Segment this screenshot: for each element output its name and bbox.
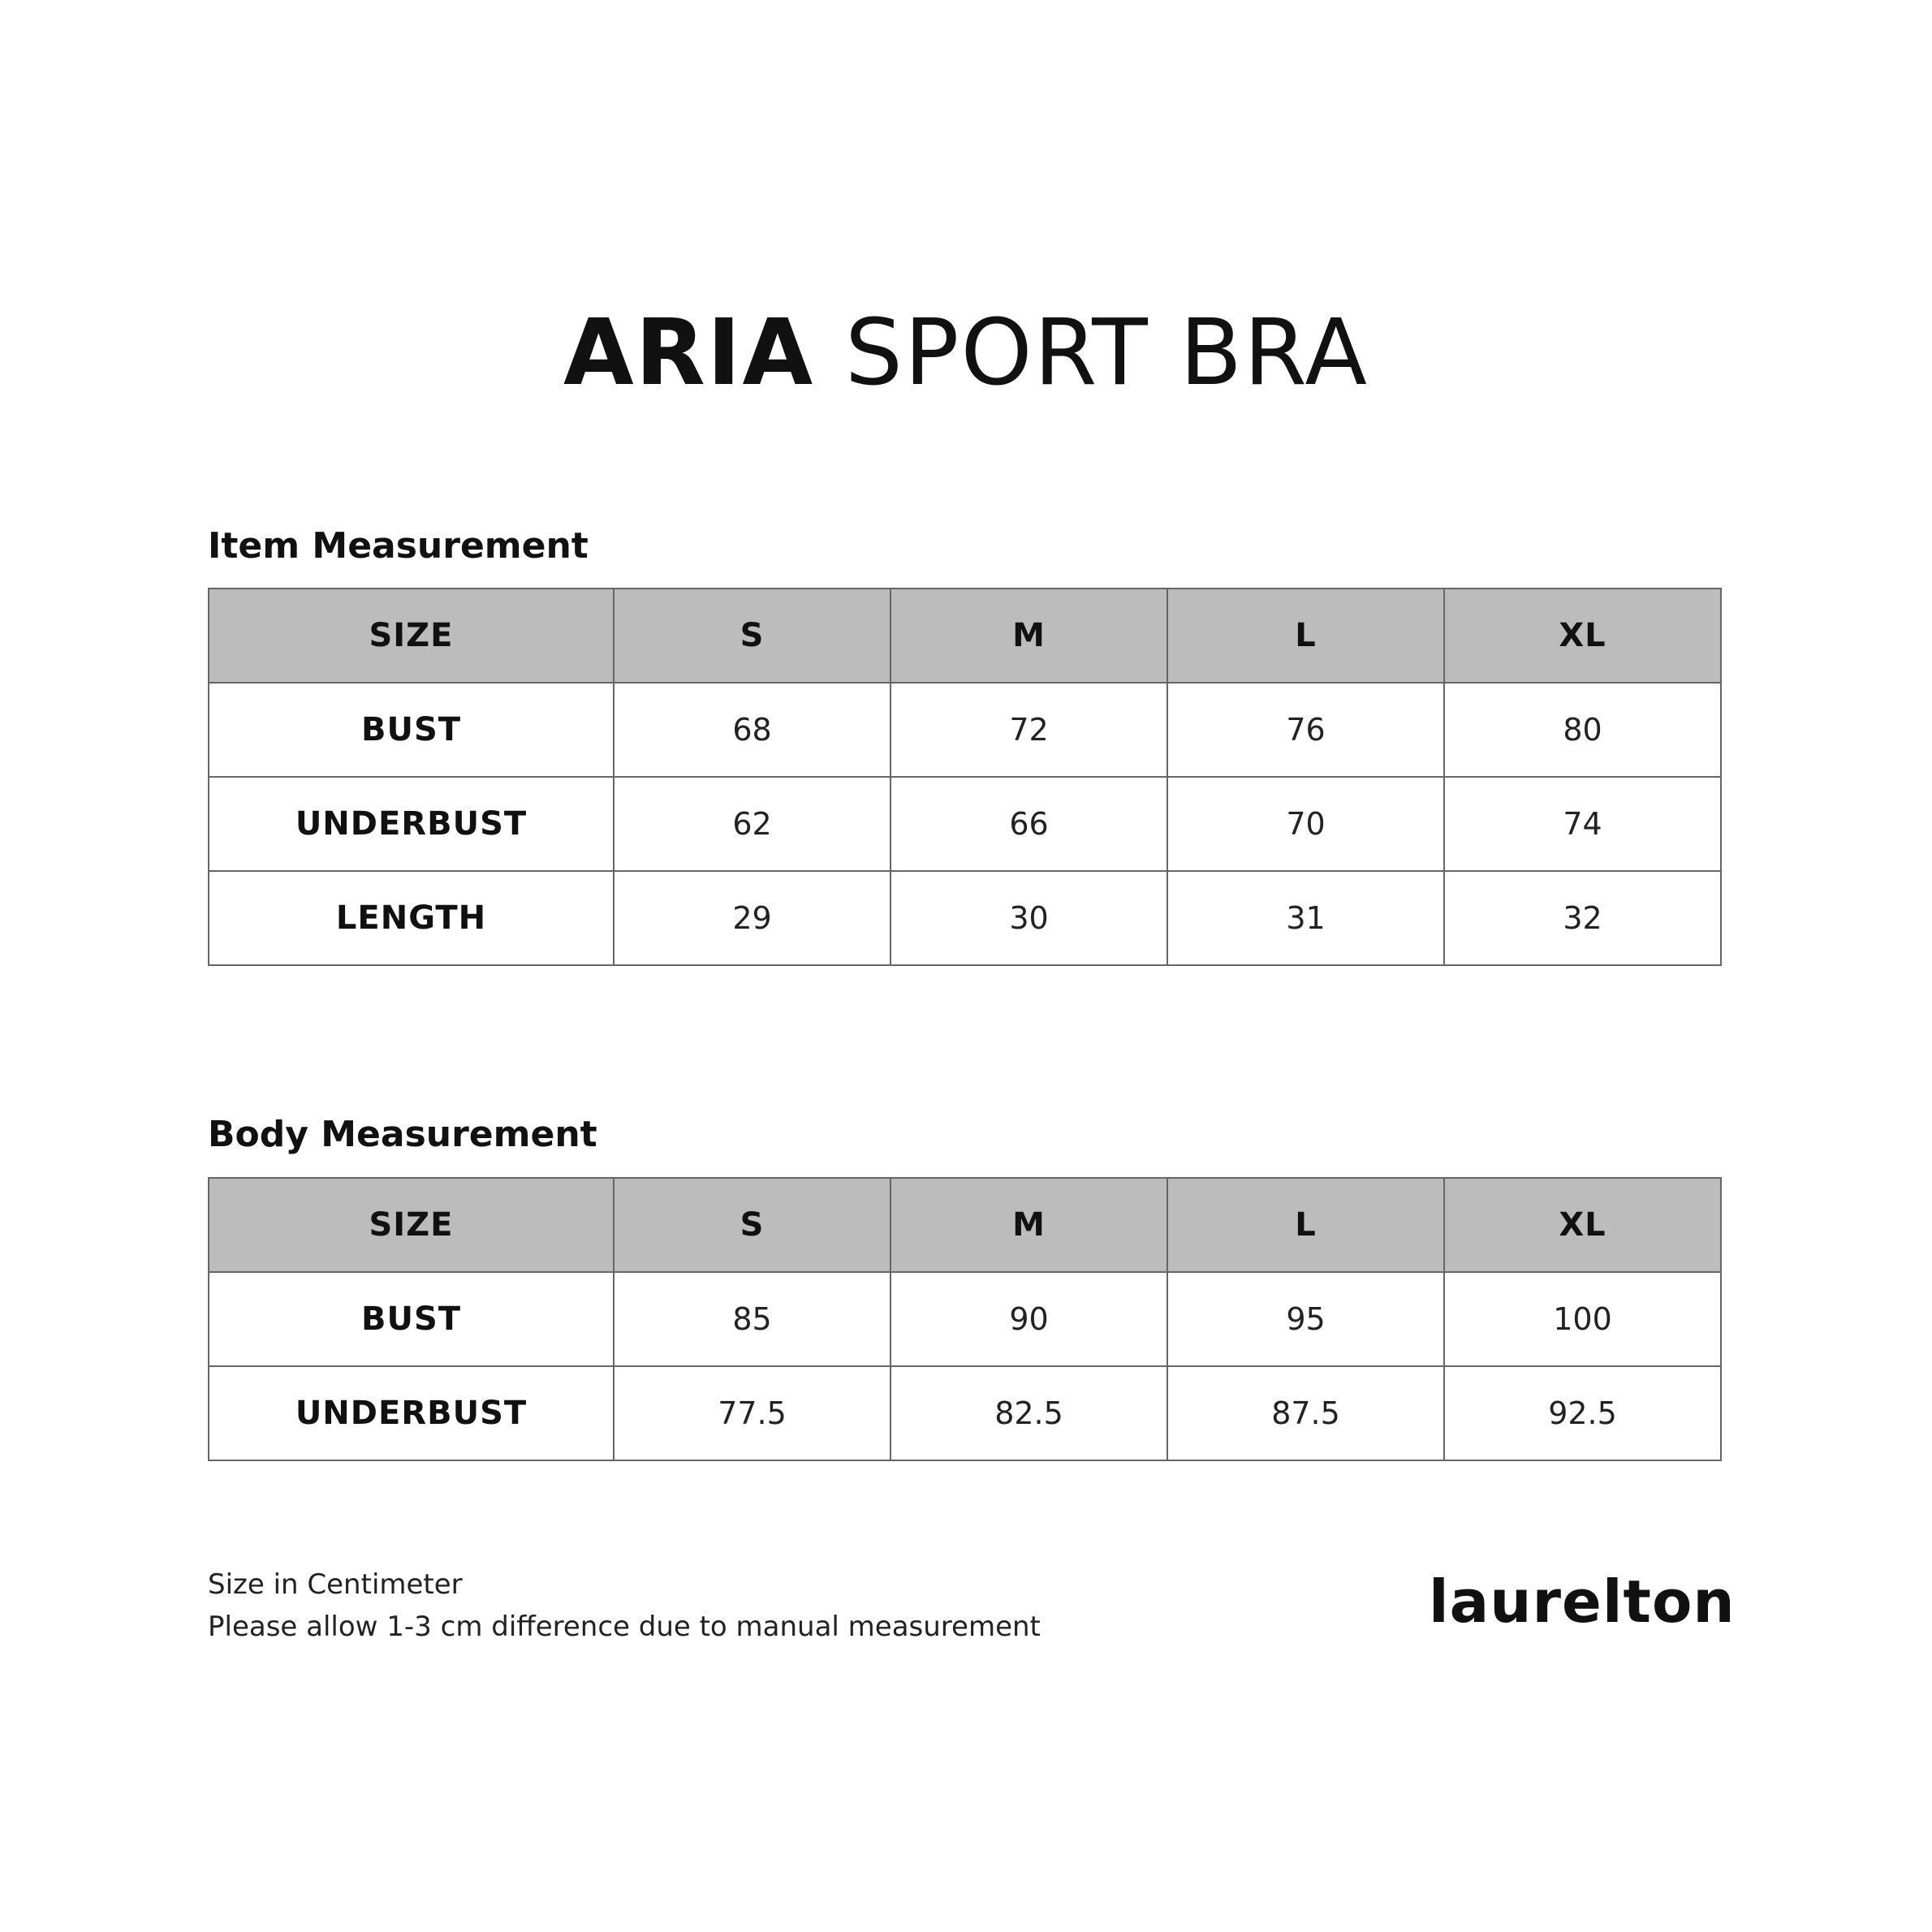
body-measurement-heading: Body Measurement <box>208 1114 597 1155</box>
row-label-length: LENGTH <box>209 871 614 965</box>
item-measurement-table <box>208 588 1722 966</box>
table-cell: 72 <box>891 683 1167 777</box>
column-header-size: SIZE <box>209 1178 614 1272</box>
table-cell: 77.5 <box>614 1366 891 1460</box>
table-cell: 30 <box>891 871 1167 965</box>
table-cell: 31 <box>1167 871 1444 965</box>
table-row <box>209 683 1721 777</box>
table-cell: 76 <box>1167 683 1444 777</box>
table-cell: 85 <box>614 1272 891 1366</box>
column-header-s: S <box>614 1178 891 1272</box>
footnotes <box>208 1563 1041 1648</box>
row-label-bust: BUST <box>209 683 614 777</box>
table-cell: 82.5 <box>891 1366 1167 1460</box>
page-title <box>0 300 1932 406</box>
row-label-underbust: UNDERBUST <box>209 1366 614 1460</box>
table-cell: 100 <box>1444 1272 1721 1366</box>
body-measurement-table <box>208 1177 1722 1461</box>
table-cell: 90 <box>891 1272 1167 1366</box>
column-header-s: S <box>614 589 891 683</box>
product-name-light: SPORT BRA <box>844 300 1369 406</box>
table-cell: 62 <box>614 777 891 871</box>
table-header-row <box>209 589 1721 683</box>
column-header-xl: XL <box>1444 589 1721 683</box>
tolerance-note: Please allow 1-3 cm difference due to manual measurement <box>208 1611 1041 1643</box>
table-cell: 74 <box>1444 777 1721 871</box>
product-name-bold: ARIA <box>563 300 815 406</box>
table-row <box>209 1272 1721 1366</box>
table-cell: 95 <box>1167 1272 1444 1366</box>
table-row <box>209 1366 1721 1460</box>
table-cell: 80 <box>1444 683 1721 777</box>
column-header-l: L <box>1167 1178 1444 1272</box>
unit-note: Size in Centimeter <box>208 1568 463 1601</box>
table-row <box>209 777 1721 871</box>
column-header-m: M <box>891 589 1167 683</box>
table-cell: 70 <box>1167 777 1444 871</box>
table-cell: 92.5 <box>1444 1366 1721 1460</box>
table-header-row <box>209 1178 1721 1272</box>
column-header-xl: XL <box>1444 1178 1721 1272</box>
table-cell: 87.5 <box>1167 1366 1444 1460</box>
row-label-bust: BUST <box>209 1272 614 1366</box>
brand-logo: laurelton <box>1429 1568 1736 1636</box>
table-cell: 68 <box>614 683 891 777</box>
column-header-l: L <box>1167 589 1444 683</box>
column-header-size: SIZE <box>209 589 614 683</box>
column-header-m: M <box>891 1178 1167 1272</box>
row-label-underbust: UNDERBUST <box>209 777 614 871</box>
item-measurement-heading: Item Measurement <box>208 525 589 567</box>
table-cell: 32 <box>1444 871 1721 965</box>
table-cell: 29 <box>614 871 891 965</box>
table-row <box>209 871 1721 965</box>
table-cell: 66 <box>891 777 1167 871</box>
